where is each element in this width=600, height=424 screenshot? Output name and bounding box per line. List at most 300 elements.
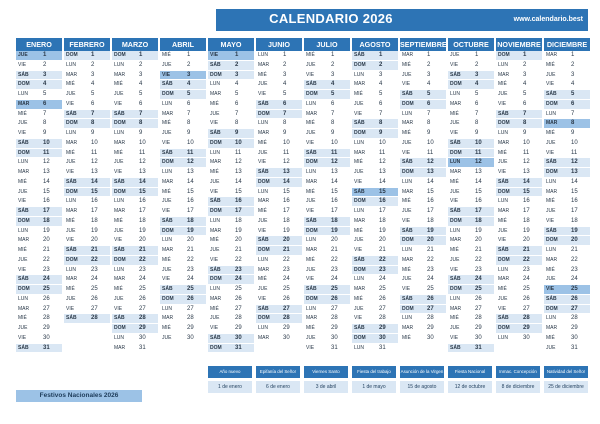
weekday-label: LUN	[18, 159, 29, 166]
day-cell	[544, 246, 590, 256]
weekday-label: LUN	[66, 61, 77, 68]
day-number: 6	[283, 100, 287, 107]
day-number: 19	[187, 227, 194, 234]
day-number: 15	[43, 188, 50, 195]
weekday-label: LUN	[162, 305, 173, 312]
day-number: 7	[187, 110, 191, 117]
day-number: 18	[187, 217, 194, 224]
holiday-name: Año nuevo	[208, 366, 252, 378]
day-number: 26	[427, 295, 434, 302]
holidays-legend: Festivos Nacionales 2026	[16, 390, 142, 402]
weekday-label: SÁB	[402, 295, 413, 302]
day-number: 1	[571, 52, 575, 58]
day-number: 30	[523, 334, 530, 341]
day-number: 3	[43, 71, 47, 78]
weekday-label: JUE	[546, 208, 556, 214]
weekday-label: SÁB	[66, 315, 77, 322]
day-cell	[208, 149, 254, 159]
weekday-label: MIÉ	[402, 266, 411, 273]
day-cell	[256, 285, 302, 295]
day-number: 30	[427, 334, 434, 341]
weekday-label: MIÉ	[258, 71, 267, 78]
weekday-label: DOM	[66, 120, 78, 127]
weekday-label: SÁB	[18, 208, 29, 214]
day-cell	[16, 149, 62, 159]
day-cell	[352, 197, 398, 207]
day-number: 29	[187, 325, 194, 331]
day-number: 7	[523, 110, 527, 117]
weekday-label: LUN	[114, 334, 125, 341]
holiday-day-cell	[16, 100, 62, 110]
day-cell	[160, 285, 206, 295]
day-cell	[64, 80, 110, 90]
weekday-label: VIE	[66, 237, 75, 244]
day-cell	[256, 139, 302, 149]
day-number: 3	[235, 71, 239, 78]
month-febrero	[64, 38, 110, 324]
day-number: 20	[331, 237, 338, 244]
day-number: 4	[571, 81, 575, 88]
day-number: 22	[91, 256, 98, 263]
day-number: 15	[331, 188, 338, 195]
day-number: 28	[331, 315, 338, 322]
day-number: 16	[331, 198, 338, 205]
day-number: 30	[331, 334, 338, 341]
day-number: 30	[187, 334, 194, 341]
day-cell	[496, 227, 542, 237]
day-cell	[400, 51, 446, 61]
weekday-label: VIE	[450, 130, 459, 136]
weekday-label: LUN	[258, 325, 269, 331]
day-number: 4	[91, 81, 95, 88]
day-number: 19	[43, 227, 50, 234]
weekday-label: SÁB	[306, 81, 317, 88]
day-number: 7	[571, 110, 575, 117]
day-cell	[352, 129, 398, 139]
day-number: 10	[523, 139, 530, 146]
day-number: 4	[283, 81, 287, 88]
day-cell	[496, 188, 542, 198]
day-cell	[544, 344, 590, 354]
day-number: 9	[283, 130, 287, 136]
day-number: 12	[139, 159, 146, 166]
day-number: 26	[139, 295, 146, 302]
weekday-label: VIE	[354, 178, 363, 185]
weekday-label: VIE	[498, 237, 507, 244]
weekday-label: SÁB	[450, 208, 461, 214]
day-number: 13	[91, 169, 98, 175]
day-cell	[400, 314, 446, 324]
weekday-label: SÁB	[354, 52, 365, 58]
day-cell	[400, 188, 446, 198]
day-cell	[64, 61, 110, 71]
day-cell	[544, 295, 590, 305]
day-number: 17	[571, 208, 578, 214]
month-header: ABRIL	[160, 38, 206, 51]
day-cell	[448, 100, 494, 110]
weekday-label: VIE	[210, 188, 219, 195]
day-number: 19	[331, 227, 338, 234]
weekday-label: DOM	[498, 120, 510, 127]
day-cell	[208, 178, 254, 188]
weekday-label: MAR	[66, 276, 78, 283]
weekday-label: LUN	[66, 130, 77, 136]
day-number: 11	[571, 149, 578, 156]
day-number: 12	[427, 159, 434, 166]
day-number: 15	[475, 188, 482, 195]
day-number: 17	[379, 208, 386, 214]
day-number: 10	[187, 139, 194, 146]
day-number: 20	[91, 237, 98, 244]
day-cell	[496, 51, 542, 61]
weekday-label: SÁB	[162, 149, 173, 156]
day-number: 26	[91, 295, 98, 302]
day-cell	[496, 119, 542, 129]
day-number: 15	[139, 188, 146, 195]
month-agosto	[352, 38, 398, 353]
day-number: 21	[571, 247, 578, 253]
weekday-label: MAR	[114, 276, 126, 283]
day-cell	[352, 168, 398, 178]
month-header: ENERO	[16, 38, 62, 51]
weekday-label: MIÉ	[450, 247, 459, 253]
day-number: 9	[475, 130, 479, 136]
day-number: 1	[379, 52, 383, 58]
day-number: 31	[331, 344, 338, 351]
day-number: 31	[139, 344, 146, 351]
day-cell	[448, 275, 494, 285]
month-header: JULIO	[304, 38, 350, 51]
weekday-label: SÁB	[114, 110, 125, 117]
day-number: 18	[91, 217, 98, 224]
day-number: 20	[427, 237, 434, 244]
day-number: 5	[571, 91, 575, 97]
day-number: 27	[91, 305, 98, 312]
day-cell	[544, 71, 590, 81]
weekday-label: JUE	[546, 139, 556, 146]
day-number: 17	[427, 208, 434, 214]
day-cell	[256, 149, 302, 159]
day-cell	[496, 197, 542, 207]
weekday-label: JUE	[354, 100, 364, 107]
day-cell	[496, 324, 542, 334]
day-number: 5	[139, 91, 143, 97]
day-number: 31	[235, 344, 242, 351]
weekday-label: DOM	[402, 237, 414, 244]
day-number: 6	[43, 100, 47, 107]
day-number: 29	[379, 325, 386, 331]
weekday-label: DOM	[498, 188, 510, 195]
day-number: 15	[235, 188, 242, 195]
day-cell	[112, 110, 158, 120]
day-number: 22	[523, 256, 530, 263]
day-cell	[64, 149, 110, 159]
day-cell	[496, 80, 542, 90]
day-number: 25	[43, 286, 50, 292]
holiday-item	[448, 366, 492, 404]
weekday-label: VIE	[498, 100, 507, 107]
day-cell	[400, 305, 446, 315]
day-cell	[256, 110, 302, 120]
day-number: 2	[139, 61, 143, 68]
day-number: 25	[283, 286, 290, 292]
weekday-label: VIE	[114, 305, 123, 312]
day-cell	[304, 314, 350, 324]
weekday-label: LUN	[498, 198, 509, 205]
day-number: 4	[379, 81, 383, 88]
day-number: 8	[235, 120, 239, 127]
day-cell	[112, 90, 158, 100]
day-cell	[544, 178, 590, 188]
day-cell	[64, 295, 110, 305]
weekday-label: LUN	[114, 61, 125, 68]
day-number: 2	[523, 61, 527, 68]
day-cell	[64, 217, 110, 227]
day-number: 6	[139, 100, 143, 107]
day-cell	[544, 90, 590, 100]
day-cell	[448, 139, 494, 149]
weekday-label: SÁB	[306, 149, 317, 156]
weekday-label: SÁB	[114, 315, 125, 322]
weekday-label: JUE	[546, 276, 556, 283]
weekday-label: MAR	[546, 256, 558, 263]
day-number: 1	[187, 52, 191, 58]
day-number: 1	[331, 52, 335, 58]
day-number: 14	[523, 178, 530, 185]
day-number: 9	[331, 130, 335, 136]
weekday-label: VIE	[114, 100, 123, 107]
day-number: 19	[235, 227, 242, 234]
weekday-label: SÁB	[354, 256, 365, 263]
weekday-label: MAR	[114, 139, 126, 146]
weekday-label: JUE	[114, 227, 124, 234]
day-cell	[304, 61, 350, 71]
day-cell	[448, 61, 494, 71]
day-number: 27	[235, 305, 242, 312]
day-cell	[16, 305, 62, 315]
day-number: 13	[379, 169, 386, 175]
weekday-label: VIE	[114, 237, 123, 244]
day-cell	[16, 266, 62, 276]
day-number: 18	[283, 217, 290, 224]
day-number: 28	[523, 315, 530, 322]
day-number: 7	[379, 110, 383, 117]
day-cell	[160, 305, 206, 315]
day-number: 28	[571, 315, 578, 322]
holiday-date: 12 de octubre	[448, 381, 492, 393]
weekday-label: LUN	[162, 237, 173, 244]
weekday-label: SÁB	[210, 334, 221, 341]
weekday-label: VIE	[450, 61, 459, 68]
day-number: 28	[427, 315, 434, 322]
weekday-label: JUE	[162, 266, 172, 273]
day-cell	[496, 305, 542, 315]
day-cell	[304, 217, 350, 227]
site-url[interactable]: www.calendario.best	[513, 16, 583, 23]
day-number: 6	[379, 100, 383, 107]
day-cell	[544, 236, 590, 246]
day-number: 5	[475, 91, 479, 97]
weekday-label: VIE	[162, 208, 171, 214]
day-cell	[208, 80, 254, 90]
day-number: 3	[523, 71, 527, 78]
day-number: 31	[571, 344, 578, 351]
weekday-label: DOM	[450, 149, 462, 156]
day-cell	[16, 129, 62, 139]
day-cell	[352, 266, 398, 276]
weekday-label: MIÉ	[258, 139, 267, 146]
month-abril	[160, 38, 206, 344]
weekday-label: DOM	[546, 237, 558, 244]
day-cell	[160, 197, 206, 207]
day-number: 3	[187, 71, 191, 78]
weekday-label: MIÉ	[546, 198, 555, 205]
day-number: 22	[43, 256, 50, 263]
weekday-label: DOM	[210, 344, 222, 351]
weekday-label: DOM	[162, 295, 174, 302]
day-cell	[544, 227, 590, 237]
day-number: 18	[379, 217, 386, 224]
day-number: 17	[43, 208, 50, 214]
day-number: 24	[379, 276, 386, 283]
day-cell	[112, 275, 158, 285]
day-number: 12	[283, 159, 290, 166]
holiday-name: Asunción de la Virgen	[400, 366, 444, 378]
day-number: 10	[379, 139, 386, 146]
day-number: 12	[91, 159, 98, 166]
day-cell	[400, 168, 446, 178]
day-number: 6	[523, 100, 527, 107]
day-number: 21	[523, 247, 530, 253]
day-cell	[160, 246, 206, 256]
weekday-label: MAR	[114, 344, 126, 351]
day-number: 11	[187, 149, 194, 156]
day-cell	[448, 324, 494, 334]
day-cell	[352, 285, 398, 295]
month-header: SEPTIEMBRE	[400, 40, 447, 49]
day-number: 14	[187, 178, 194, 185]
day-number: 29	[427, 325, 434, 331]
month-header: AGOSTO	[352, 38, 398, 51]
day-number: 17	[523, 208, 530, 214]
day-cell	[256, 71, 302, 81]
day-number: 21	[91, 247, 98, 253]
day-number: 24	[523, 276, 530, 283]
day-number: 31	[43, 344, 50, 351]
weekday-label: DOM	[114, 325, 126, 331]
weekday-label: LUN	[450, 227, 461, 234]
holiday-date: 1 de enero	[208, 381, 252, 393]
day-number: 25	[139, 286, 146, 292]
weekday-label: SÁB	[450, 276, 461, 283]
day-cell	[448, 217, 494, 227]
day-number: 3	[571, 71, 575, 78]
day-number: 5	[187, 91, 191, 97]
day-number: 20	[139, 237, 146, 244]
day-number: 17	[331, 208, 338, 214]
weekday-label: LUN	[162, 169, 173, 175]
holiday-day-cell	[544, 119, 590, 129]
day-number: 15	[571, 188, 578, 195]
day-cell	[16, 80, 62, 90]
day-cell	[400, 71, 446, 81]
day-number: 21	[187, 247, 194, 253]
day-cell	[112, 158, 158, 168]
day-number: 27	[571, 305, 578, 312]
day-number: 30	[139, 334, 146, 341]
weekday-label: MAR	[450, 305, 462, 312]
weekday-label: JUE	[258, 149, 268, 156]
day-cell	[16, 119, 62, 129]
weekday-label: MIÉ	[210, 305, 219, 312]
weekday-label: MAR	[402, 325, 414, 331]
day-number: 28	[91, 315, 98, 322]
day-cell	[112, 51, 158, 61]
day-cell	[448, 305, 494, 315]
day-number: 31	[475, 344, 482, 351]
day-number: 21	[283, 247, 290, 253]
day-number: 16	[475, 198, 482, 205]
weekday-label: JUE	[66, 91, 76, 97]
day-cell	[352, 246, 398, 256]
day-cell	[112, 256, 158, 266]
day-number: 10	[43, 139, 50, 146]
day-cell	[64, 207, 110, 217]
weekday-label: SÁB	[162, 217, 173, 224]
day-cell	[496, 178, 542, 188]
weekday-label: JUE	[450, 256, 460, 263]
day-cell	[208, 334, 254, 344]
day-cell	[208, 71, 254, 81]
weekday-label: DOM	[354, 130, 366, 136]
weekday-label: JUE	[546, 344, 556, 351]
weekday-label: VIE	[354, 315, 363, 322]
day-cell	[400, 324, 446, 334]
holiday-item	[496, 366, 540, 404]
day-cell	[400, 227, 446, 237]
holiday-date: 25 de diciembre	[544, 381, 588, 393]
weekday-label: MIÉ	[210, 169, 219, 175]
weekday-label: MAR	[354, 81, 366, 88]
weekday-label: MIÉ	[546, 266, 555, 273]
day-number: 25	[523, 286, 530, 292]
day-number: 14	[571, 178, 578, 185]
day-cell	[256, 197, 302, 207]
day-number: 27	[43, 305, 50, 312]
day-number: 17	[187, 208, 194, 214]
weekday-label: MAR	[402, 120, 414, 127]
day-cell	[160, 61, 206, 71]
day-cell	[256, 178, 302, 188]
day-number: 10	[571, 139, 578, 146]
weekday-label: DOM	[450, 81, 462, 88]
weekday-label: SÁB	[258, 169, 269, 175]
day-number: 24	[427, 276, 434, 283]
weekday-label: SÁB	[498, 110, 509, 117]
day-number: 21	[331, 247, 338, 253]
holiday-item	[208, 366, 252, 404]
day-number: 8	[523, 120, 527, 127]
weekday-label: JUE	[162, 130, 172, 136]
day-cell	[64, 236, 110, 246]
day-cell	[352, 71, 398, 81]
weekday-label: SÁB	[402, 91, 413, 97]
day-number: 6	[235, 100, 239, 107]
weekday-label: SÁB	[498, 178, 509, 185]
day-number: 11	[283, 149, 290, 156]
day-cell	[496, 266, 542, 276]
weekday-label: JUE	[114, 295, 124, 302]
